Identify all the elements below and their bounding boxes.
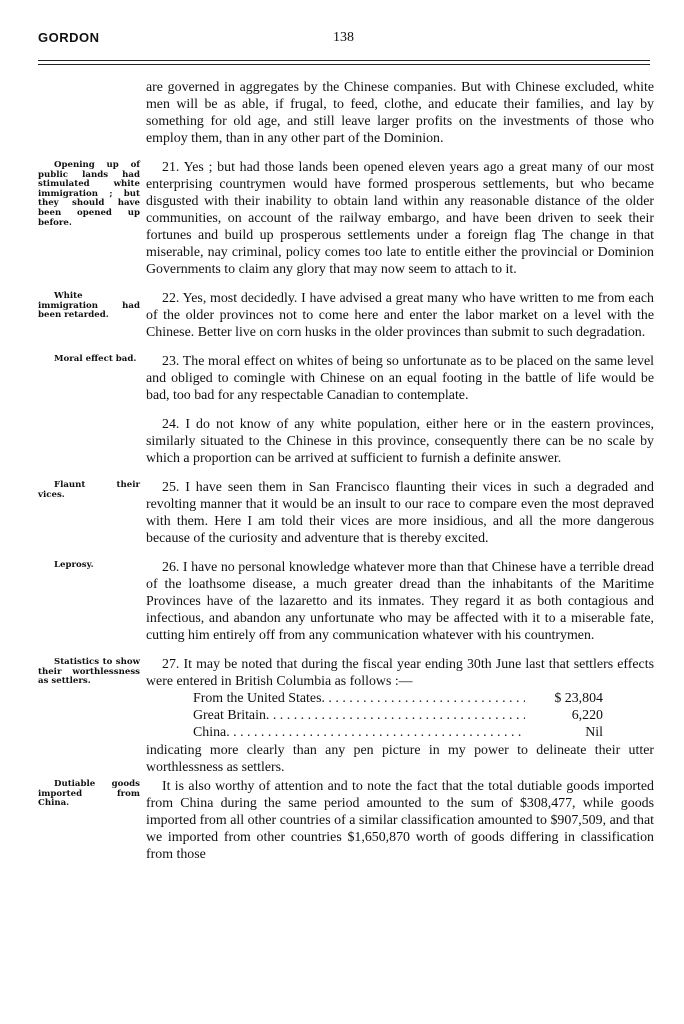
stat-row: [193, 707, 603, 724]
leader-dots: [226, 724, 525, 741]
margin-note: Flaunt their vices.: [38, 480, 140, 500]
settlers-effects-table: [193, 690, 603, 741]
stat-value: Nil: [585, 725, 603, 740]
paragraph-26: [54, 559, 654, 644]
leader-dots: [266, 707, 525, 724]
stat-row: [193, 690, 603, 707]
paragraph-27: [38, 656, 654, 690]
margin-note: White immigration had been retarded.: [38, 291, 140, 321]
paragraph-text: 25. I have seen them in San Francisco flaunting their vices in such a degraded and revolting manner that it would be an insult to our race to compare even the most depraved with them. Here I am told their vices are more insidious, and all the more dangerous because of the curiosity and adventure that is thereby excited.: [146, 480, 654, 546]
paragraph-dutiable-goods: [38, 778, 654, 863]
margin-note: Moral effect bad.: [54, 354, 137, 364]
paragraph-text: 23. The moral effect on whites of being so unfortunate as to be placed on the same level and obliged to comingle with Chinese on an equal footing in the battle of life would be bad, too bad for any respectable Canadian to contemplate.: [146, 354, 654, 403]
paragraph-text: indicating more clearly than any pen picture in my power to delineate their utter worthlessness as settlers.: [146, 743, 654, 775]
header-rule-top: [38, 60, 650, 61]
paragraph-text: 24. I do not know of any white population, either here or in the eastern provinces, similarly situated to the Chinese in this province, consequently there can be no scale by which a proportion can be arrived at sufficient to furnish a definite answer.: [146, 417, 654, 466]
paragraph-22: [38, 290, 654, 341]
paragraph-text: 21. Yes ; but had those lands been opened eleven years ago a great many of our most enterprising countrymen would have formed prosperous settlements, but who became disgusted with their inability to obtain land within any reasonable distance of the older communities, on account of the railway embargo, and have been driven to seek their fortunes and build up prosperous settlements under a foreign flag The change in that miserable, nay criminal, policy comes too late to entitle either the provincial or Dominion Governments to claim any glory that may now seem to attach to it.: [146, 160, 654, 277]
stat-value: $ 23,804: [554, 691, 603, 706]
margin-note: Opening up of public lands had stimulated white immigration ; but they should have been opened up before.: [38, 160, 140, 228]
leader-dots: [321, 690, 525, 707]
paragraph-text: are governed in aggregates by the Chinese companies. But with Chinese excluded, white men will be as able, if frugal, to feed, clothe, and educate their families, and lay by something for old age, and still leave larger profits on the investments of those who employ them, than in any other part of the Dominion.: [146, 80, 654, 146]
stat-label: From the United States: [193, 691, 322, 706]
page-number: 138: [333, 30, 354, 45]
margin-note: Dutiable goods imported from China.: [38, 779, 140, 809]
stat-label: China: [193, 725, 227, 740]
stat-row: [193, 724, 603, 741]
paragraph-24: [146, 416, 654, 467]
paragraph-text: It is also worthy of attention and to note the fact that the total dutiable goods imported from China during the same period amounted to the sum of $308,477, while goods imported from all other countries of a similar classification amounted to $907,509, and that we imported from other countries $1,650,870 worth of goods differing in classification from those: [146, 779, 654, 862]
paragraph-25: [38, 479, 654, 547]
paragraph-23: [54, 353, 654, 404]
paragraph-27-conclusion: [146, 742, 654, 776]
paragraph-text: 27. It may be noted that during the fiscal year ending 30th June last that settlers effects were entered in British Columbia as follows :—: [146, 657, 654, 689]
stat-value: 6,220: [571, 708, 603, 723]
paragraph-21: [38, 159, 654, 278]
page-body: [38, 79, 654, 875]
running-head: GORDON: [38, 30, 100, 45]
margin-note: Leprosy.: [54, 560, 94, 570]
header-rule-bottom: [38, 64, 650, 65]
margin-note: Statistics to show their worthlessness as settlers.: [38, 657, 140, 687]
paragraph-text: 26. I have no personal knowledge whatever more than that Chinese have a terrible dread of the loathsome disease, a much greater dread than the inhabitants of the Maritime Provinces have of the lazaretto and its inmates. They regard it as both contagious and infectious, and abandon any unfortunate who may be affected with it to a miserable fate, cutting him entirely off from any communication whatever with his countrymen.: [146, 560, 654, 643]
stat-label: Great Britain: [193, 708, 266, 723]
page-header: [38, 30, 650, 50]
paragraph-continued: [146, 79, 654, 147]
paragraph-text: 22. Yes, most decidedly. I have advised a great many who have written to me from each of the older provinces not to come here and enter the labor market on a level with the Chinese. Better live on corn husks in the older provinces than submit to such degradation.: [146, 291, 654, 340]
